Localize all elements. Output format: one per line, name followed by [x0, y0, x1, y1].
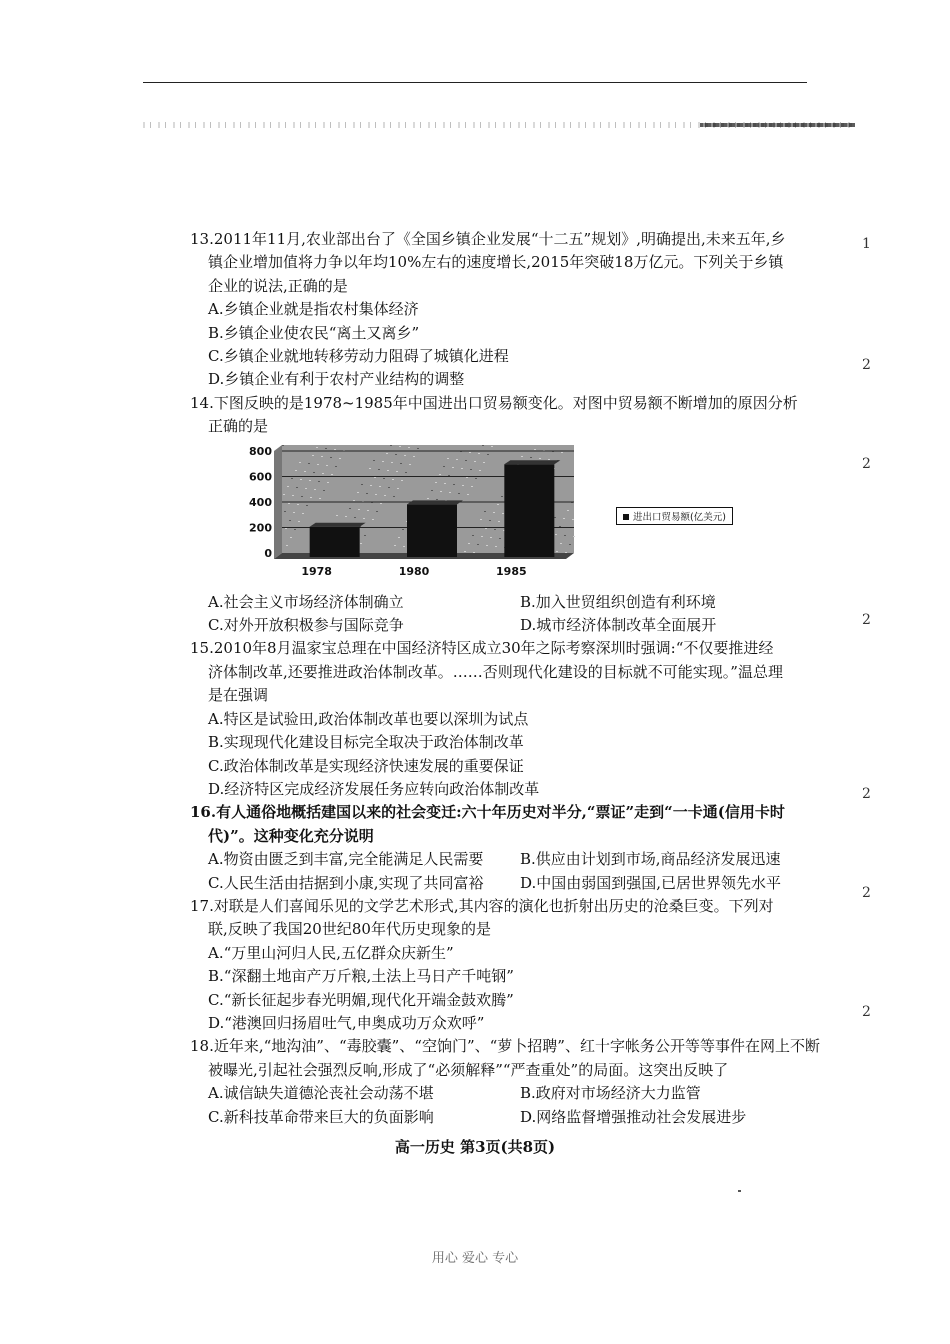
option-c: C.政治体制改革是实现经济快速发展的重要保证	[208, 756, 524, 775]
option-a: A.乡镇企业就是指农村集体经济	[208, 300, 419, 319]
chart-texture-speck	[395, 454, 397, 455]
chart-texture-speck	[567, 510, 569, 511]
margin-mark: 2	[862, 786, 871, 802]
chart-texture-speck	[521, 456, 523, 457]
margin-mark: 1	[862, 236, 871, 252]
chart-texture-speck	[330, 457, 332, 458]
chart-texture-speck	[290, 537, 292, 538]
option-b: B.供应由计划到市场,商品经济发展迅速	[520, 850, 781, 869]
question-stem-line: 济体制改革,还要推进政治体制改革。……否则现代化建设的目标就不可能实现。”温总理	[208, 662, 783, 681]
chart-texture-speck	[396, 471, 398, 472]
page-footer: 高一历史 第3页(共8页)	[394, 1138, 556, 1156]
chart-texture-speck	[456, 459, 458, 460]
question-16	[190, 801, 830, 895]
chart-texture-speck	[458, 493, 460, 494]
chart-texture-speck	[530, 457, 532, 458]
question-17	[190, 895, 830, 1035]
chart-texture-speck	[484, 511, 486, 512]
y-tick-label: 0	[264, 546, 272, 560]
chart-texture-speck	[501, 496, 503, 497]
chart-texture-speck	[300, 479, 302, 480]
question-stem-line: 18.近年来,“地沟油”、“毒胶囊”、“空饷门”、“萝卜招聘”、红十字帐务公开等等事件在网上不断	[190, 1037, 820, 1056]
question-stem-line: 联,反映了我国20世纪80年代历史现象的是	[208, 920, 491, 939]
chart-texture-speck	[479, 470, 481, 471]
chart-texture-speck	[539, 458, 541, 459]
chart-texture-speck	[408, 447, 410, 448]
chart-texture-speck	[383, 478, 385, 479]
chart-texture-speck	[477, 544, 479, 545]
chart-texture-speck	[494, 529, 496, 530]
chart-texture-speck	[335, 466, 337, 467]
chart-texture-speck	[398, 537, 400, 538]
chart-texture-speck	[427, 498, 429, 499]
trade-chart	[190, 441, 830, 585]
chart-texture-speck	[564, 535, 566, 536]
chart-texture-speck	[326, 465, 328, 466]
chart-texture-speck	[402, 529, 404, 530]
chart-texture-speck	[486, 545, 488, 546]
chart-texture-speck	[378, 469, 380, 470]
chart-texture-speck	[386, 453, 388, 454]
chart-texture-speck	[472, 535, 474, 536]
question-stem-line: 16.有人通俗地概括建国以来的社会变迁:六十年历史对半分,“票证”走到“一卡通(信用卡时	[190, 803, 785, 822]
chart-texture-speck	[392, 479, 394, 480]
scan-speck	[738, 1190, 741, 1192]
chart-texture-speck	[372, 519, 374, 520]
option-a: A.特区是试验田,政治体制改革也要以深圳为试点	[208, 709, 529, 728]
option-a: A.社会主义市场经济体制确立	[208, 592, 404, 611]
chart-texture-speck	[299, 462, 301, 463]
chart-texture-speck	[413, 456, 415, 457]
chart-texture-speck	[390, 445, 392, 446]
question-14	[190, 392, 830, 638]
chart-side-wall	[274, 445, 282, 559]
question-stem-line: 17.对联是人们喜闻乐见的文学艺术形式,其内容的演化也折射出历史的沧桑巨变。下列对	[190, 896, 774, 915]
y-tick-label: 200	[249, 521, 272, 535]
chart-texture-speck	[353, 500, 355, 501]
margin-mark: 2	[862, 357, 871, 373]
chart-texture-speck	[374, 477, 376, 478]
chart-texture-speck	[298, 521, 300, 522]
chart-texture-speck	[548, 459, 550, 460]
chart-texture-speck	[400, 463, 402, 464]
chart-texture-speck	[304, 471, 306, 472]
chart-texture-speck	[470, 469, 472, 470]
chart-texture-speck	[363, 518, 365, 519]
chart-texture-speck	[482, 445, 484, 446]
chart-texture-speck	[471, 486, 473, 487]
option-d: D.网络监督增强推动社会发展进步	[520, 1107, 747, 1126]
chart-texture-speck	[483, 462, 485, 463]
chart-texture-speck	[354, 517, 356, 518]
chart-texture-speck	[480, 519, 482, 520]
option-a: A.物资由匮乏到丰富,完全能满足人民需要	[208, 850, 484, 869]
chart-texture-speck	[283, 494, 285, 495]
chart-texture-speck	[294, 529, 296, 530]
legend-label: 进出口贸易额(亿美元)	[633, 511, 726, 523]
chart-texture-speck	[334, 449, 336, 450]
option-d: D.“港澳回归扬眉吐气,申奥成功万众欢呼”	[208, 1013, 485, 1032]
chart-texture-speck	[345, 516, 347, 517]
option-row	[190, 1082, 830, 1105]
option-row	[190, 591, 830, 614]
x-tick-label: 1980	[398, 564, 430, 578]
option-c: C.对外开放积极参与国际竞争	[208, 616, 404, 635]
chart-texture-speck	[295, 470, 297, 471]
chart-texture-speck	[327, 482, 329, 483]
chart-texture-speck	[474, 461, 476, 462]
chart-texture-speck	[449, 492, 451, 493]
chart-texture-speck	[291, 478, 293, 479]
chart-texture-speck	[559, 526, 561, 527]
chart-texture-speck	[493, 512, 495, 513]
chart-texture-speck	[443, 466, 445, 467]
chart-texture-speck	[462, 485, 464, 486]
chart-texture-speck	[403, 546, 405, 547]
chart-texture-speck	[556, 551, 558, 552]
option-c: C.乡镇企业就地转移劳动力阻碍了城镇化进程	[208, 347, 509, 366]
chart-texture-speck	[473, 552, 475, 553]
chart-texture-speck	[468, 543, 470, 544]
chart-texture-speck	[301, 496, 303, 497]
option-c: C.“新长征起步春光明媚,现代化开端金鼓欢腾”	[208, 990, 514, 1009]
footer-note: 用心 爱心 专心	[431, 1251, 519, 1266]
chart-texture-speck	[388, 487, 390, 488]
chart-texture-speck	[319, 498, 321, 499]
chart-texture-speck	[380, 503, 382, 504]
chart-texture-speck	[364, 535, 366, 536]
option-row	[190, 614, 830, 637]
chart-texture-speck	[569, 544, 571, 545]
chart-texture-speck	[534, 449, 536, 450]
chart-texture-speck	[491, 446, 493, 447]
chart-texture-speck	[495, 546, 497, 547]
chart-texture-speck	[369, 468, 371, 469]
chart-texture-speck	[439, 474, 441, 475]
chart-texture-speck	[336, 515, 338, 516]
chart-texture-speck	[436, 499, 438, 500]
chart-texture-speck	[306, 505, 308, 506]
question-stem-line: 是在强调	[208, 686, 269, 705]
chart-texture-speck	[452, 467, 454, 468]
chart-texture-speck	[401, 480, 403, 481]
chart-texture-speck	[331, 474, 333, 475]
option-b: B.加入世贸组织创造有利环境	[520, 592, 716, 611]
chart-texture-speck	[394, 545, 396, 546]
chart-texture-speck	[282, 445, 284, 446]
chart-texture-speck	[318, 481, 320, 482]
chart-texture-speck	[317, 464, 319, 465]
question-13	[190, 228, 830, 392]
scan-artifact-dark	[700, 123, 855, 127]
question-18	[190, 1035, 830, 1129]
chart-texture-speck	[572, 519, 574, 520]
question-stem-line: 14.下图反映的是1978~1985年中国进出口贸易额变化。对图中贸易额不断增加的原因分析	[190, 393, 798, 412]
chart-texture-speck	[382, 461, 384, 462]
chart-texture-speck	[469, 452, 471, 453]
option-a: A.“万里山河归人民,五亿群众庆新生”	[208, 943, 454, 962]
chart-bar-top	[407, 500, 463, 504]
question-stem-line: 13.2011年11月,农业部出台了《全国乡镇企业发展“十二五”规划》,明确提出,未来五年,乡	[190, 230, 786, 248]
chart-texture-speck	[489, 520, 491, 521]
chart-texture-speck	[464, 551, 466, 552]
chart-texture-speck	[379, 486, 381, 487]
chart-texture-speck	[565, 552, 567, 553]
question-content	[190, 228, 830, 1129]
margin-mark: 2	[862, 456, 871, 472]
chart-bar	[310, 526, 360, 556]
chart-bar-top	[504, 460, 560, 464]
chart-texture-speck	[292, 495, 294, 496]
chart-texture-speck	[370, 485, 372, 486]
chart-texture-speck	[305, 488, 307, 489]
option-b: B.政府对市场经济大力监管	[520, 1084, 701, 1103]
option-row	[190, 848, 830, 871]
y-tick-label: 400	[249, 495, 272, 509]
question-stem-line: 代)”。这种变化充分说明	[208, 826, 374, 845]
chart-texture-speck	[322, 473, 324, 474]
chart-bar	[504, 464, 554, 557]
chart-texture-speck	[309, 480, 311, 481]
chart-texture-speck	[373, 460, 375, 461]
chart-texture-speck	[444, 483, 446, 484]
chart-texture-speck	[490, 537, 492, 538]
option-c: C.新科技革命带来巨大的负面影响	[208, 1107, 434, 1126]
chart-texture-speck	[286, 545, 288, 546]
chart-texture-speck	[573, 536, 575, 537]
chart-texture-speck	[360, 543, 362, 544]
chart-texture-speck	[302, 513, 304, 514]
chart-texture-speck	[453, 484, 455, 485]
chart-texture-speck	[560, 543, 562, 544]
option-b: B.“深翻土地亩产万斤粮,土法上马日产千吨钢”	[208, 967, 514, 986]
chart-texture-speck	[361, 484, 363, 485]
chart-texture-speck	[485, 528, 487, 529]
chart-texture-speck	[321, 456, 323, 457]
option-row	[190, 1106, 830, 1129]
chart-texture-speck	[431, 490, 433, 491]
option-a: A.诚信缺失道德沦丧社会动荡不堪	[208, 1084, 434, 1103]
margin-mark: 2	[862, 612, 871, 628]
option-row	[190, 872, 830, 895]
chart-texture-speck	[376, 511, 378, 512]
question-stem-line: 15.2010年8月温家宝总理在中国经济特区成立30年之际考察深圳时强调:“不仅要推进经	[190, 639, 774, 658]
chart-texture-speck	[465, 460, 467, 461]
chart-texture-speck	[397, 488, 399, 489]
option-d: D.经济特区完成经济发展任务应转向政治体制改革	[208, 779, 540, 798]
chart-texture-speck	[308, 463, 310, 464]
chart-texture-speck	[435, 482, 437, 483]
option-b: B.实现现代化建设目标完全取决于政治体制改革	[208, 733, 524, 752]
chart-bar-top	[310, 522, 366, 526]
question-stem-line: 企业的说法,正确的是	[208, 276, 348, 295]
chart-texture-speck	[409, 464, 411, 465]
chart-texture-speck	[391, 462, 393, 463]
chart-texture-speck	[387, 470, 389, 471]
chart-texture-speck	[478, 453, 480, 454]
header-rule	[143, 82, 807, 83]
chart-texture-speck	[367, 510, 369, 511]
chart-texture-speck	[440, 491, 442, 492]
chart-texture-speck	[323, 490, 325, 491]
chart-texture-speck	[555, 534, 557, 535]
option-d: D.中国由弱国到强国,已居世界领先水平	[520, 873, 782, 892]
chart-texture-speck	[417, 448, 419, 449]
chart-texture-speck	[287, 486, 289, 487]
chart-texture-speck	[316, 447, 318, 448]
question-stem-line: 被曝光,引起社会强烈反响,形成了“必须解释”“严查重处”的局面。这突出反映了	[208, 1060, 729, 1079]
option-b: B.乡镇企业使农民“离土又离乡”	[208, 323, 420, 342]
question-stem-line: 正确的是	[208, 417, 269, 436]
chart-texture-speck	[349, 508, 351, 509]
margin-mark: 2	[862, 1004, 871, 1020]
chart-texture-speck	[325, 448, 327, 449]
chart-texture-speck	[466, 477, 468, 478]
question-stem-line: 镇企业增加值将力争以年均10%左右的速度增长,2015年突破18万亿元。下列关于乡镇	[208, 253, 784, 272]
chart-texture-speck	[289, 520, 291, 521]
chart-texture-speck	[497, 504, 499, 505]
margin-mark: 2	[862, 885, 871, 901]
chart-texture-speck	[297, 504, 299, 505]
chart-texture-speck	[393, 496, 395, 497]
chart-texture-speck	[481, 536, 483, 537]
chart-texture-speck	[404, 455, 406, 456]
chart-texture-speck	[561, 452, 563, 453]
y-tick-label: 800	[249, 444, 272, 458]
chart-texture-speck	[498, 521, 500, 522]
chart-texture-speck	[296, 487, 298, 488]
chart-texture-speck	[357, 492, 359, 493]
chart-texture-speck	[467, 494, 469, 495]
chart-texture-speck	[487, 454, 489, 455]
chart-texture-speck	[384, 495, 386, 496]
chart-texture-speck	[366, 493, 368, 494]
chart-texture-speck	[563, 518, 565, 519]
chart-texture-speck	[314, 489, 316, 490]
chart-legend	[616, 507, 733, 525]
chart-texture-speck	[358, 509, 360, 510]
chart-texture-speck	[284, 511, 286, 512]
chart-texture-speck	[499, 538, 501, 539]
chart-texture-speck	[475, 478, 477, 479]
chart-texture-speck	[448, 475, 450, 476]
option-c: C.人民生活由拮据到小康,实现了共同富裕	[208, 873, 484, 892]
chart-texture-speck	[399, 446, 401, 447]
question-15	[190, 637, 830, 801]
option-d: D.城市经济体制改革全面展开	[520, 616, 717, 635]
chart-texture-speck	[405, 472, 407, 473]
chart-texture-speck	[288, 503, 290, 504]
chart-texture-speck	[447, 458, 449, 459]
chart-texture-speck	[293, 512, 295, 513]
chart-bar	[407, 504, 457, 557]
chart-texture-speck	[339, 458, 341, 459]
chart-texture-speck	[285, 528, 287, 529]
option-d: D.乡镇企业有利于农村产业结构的调整	[208, 370, 465, 389]
y-tick-label: 600	[249, 470, 272, 484]
trade-bar-chart	[249, 441, 582, 585]
chart-texture-speck	[313, 472, 315, 473]
chart-texture-speck	[312, 455, 314, 456]
chart-texture-speck	[375, 494, 377, 495]
x-tick-label: 1985	[496, 564, 527, 578]
chart-texture-speck	[461, 468, 463, 469]
legend-swatch	[623, 514, 629, 520]
chart-texture-speck	[502, 513, 504, 514]
chart-texture-speck	[310, 497, 312, 498]
x-tick-label: 1978	[301, 564, 332, 578]
